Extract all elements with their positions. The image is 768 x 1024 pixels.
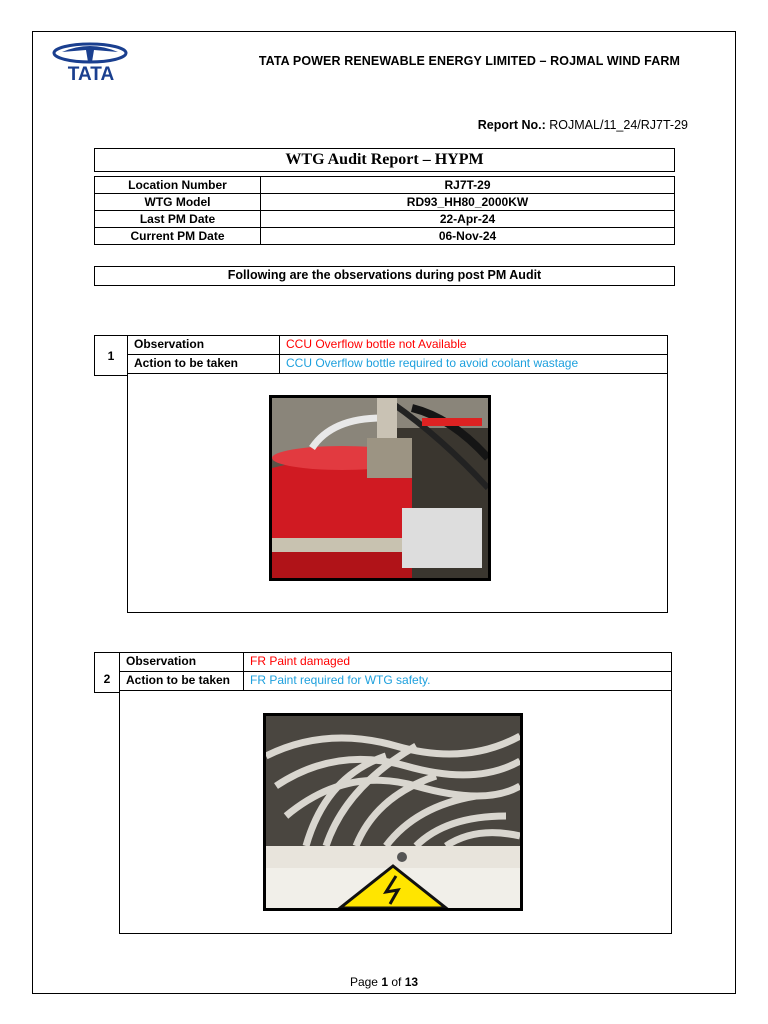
report-title: WTG Audit Report – HYPM — [94, 148, 675, 172]
table-row — [95, 177, 675, 194]
report-number — [478, 118, 688, 132]
info-value: RJ7T-29 — [261, 177, 675, 194]
info-table — [94, 176, 675, 245]
action-text: FR Paint required for WTG safety. — [250, 673, 431, 687]
table-row — [95, 194, 675, 211]
observation-number: 1 — [94, 335, 128, 376]
info-key: Location Number — [95, 177, 261, 194]
observation-row — [119, 652, 672, 672]
footer-page-word: Page — [349, 975, 378, 989]
observations-heading: Following are the observations during post PM Audit — [94, 266, 675, 286]
action-label: Action to be taken — [120, 672, 244, 690]
logo-text: TATA — [67, 64, 115, 82]
info-value: 22-Apr-24 — [261, 211, 675, 228]
info-value: RD93_HH80_2000KW — [261, 194, 675, 211]
action-row — [127, 354, 668, 374]
observation-block-2 — [94, 652, 672, 934]
report-number-label: Report No.: — [477, 118, 546, 132]
footer-current-page: 1 — [381, 975, 388, 989]
observation-row — [127, 335, 668, 355]
table-row — [95, 211, 675, 228]
observation-label: Observation — [120, 653, 244, 671]
observation-text: CCU Overflow bottle not Available — [286, 337, 467, 351]
company-name: TATA POWER RENEWABLE ENERGY LIMITED – ROJMAL WIND FARM — [258, 54, 680, 68]
cables-photo-icon — [263, 713, 523, 911]
page-footer — [0, 975, 768, 989]
action-row — [119, 671, 672, 691]
action-text: CCU Overflow bottle required to avoid coolant wastage — [286, 356, 579, 370]
observation-block-1 — [94, 335, 668, 613]
info-key: WTG Model — [95, 194, 261, 211]
table-row — [95, 228, 675, 245]
footer-total-pages: 13 — [404, 975, 419, 989]
observation-number: 2 — [94, 652, 120, 693]
observation-label: Observation — [128, 336, 280, 354]
info-key: Last PM Date — [95, 211, 261, 228]
coolant-bottle-photo-icon — [269, 395, 491, 581]
info-value: 06-Nov-24 — [261, 228, 675, 245]
footer-of-word: of — [391, 975, 402, 989]
tata-logo — [40, 40, 142, 82]
observation-text: FR Paint damaged — [250, 654, 351, 668]
report-number-value: ROJMAL/11_24/RJ7T-29 — [549, 118, 688, 132]
action-label: Action to be taken — [128, 355, 280, 373]
info-key: Current PM Date — [95, 228, 261, 245]
